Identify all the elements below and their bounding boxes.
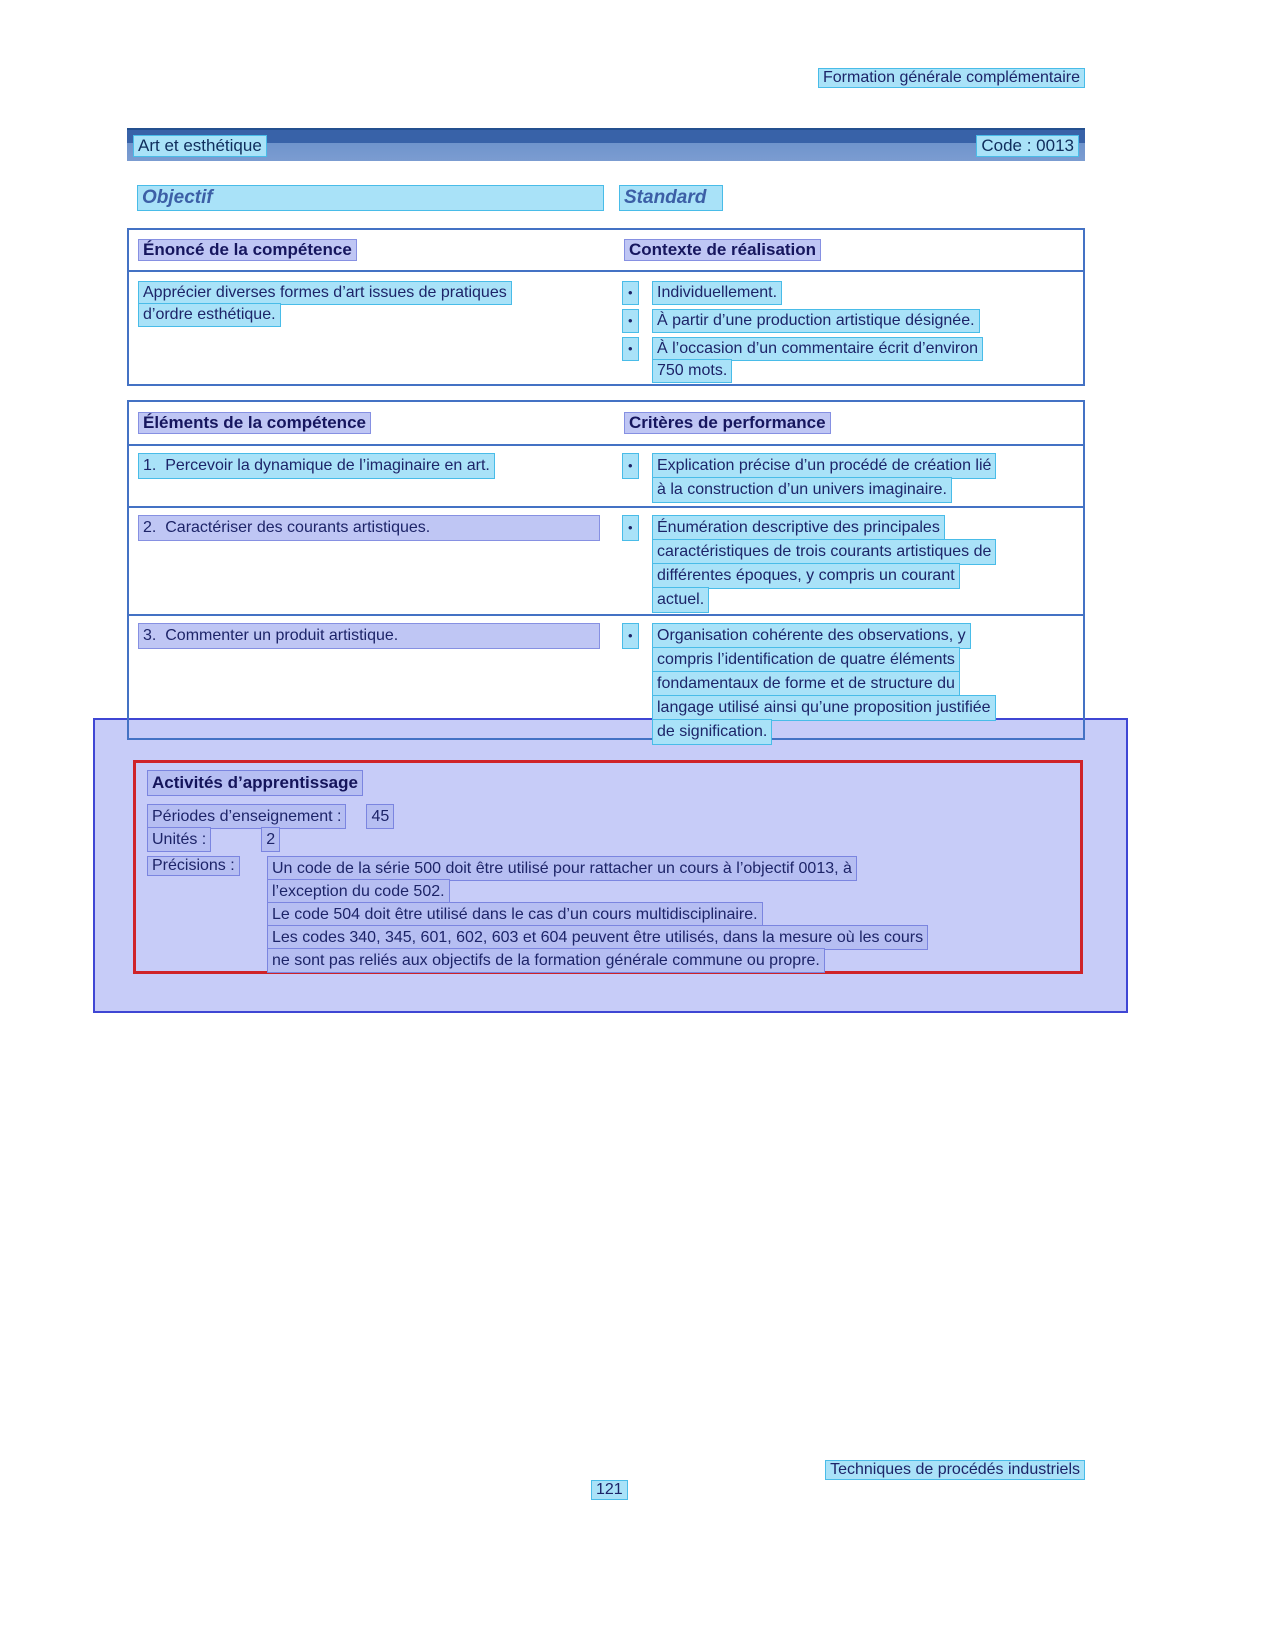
- contexte-line: Individuellement.: [653, 282, 781, 304]
- precisions-line: ne sont pas reliés aux objectifs de la formation générale commune ou propre.: [268, 949, 824, 972]
- running-footer: [826, 1461, 1084, 1479]
- competence-header-right: Contexte de réalisation: [625, 240, 820, 260]
- element-row: [129, 446, 1083, 506]
- criteria-line: Organisation cohérente des observations, y: [653, 624, 970, 648]
- objectif-heading: Objectif: [138, 186, 603, 210]
- title-bar: [127, 128, 1085, 161]
- elements-header-right-cell: [615, 413, 1083, 433]
- periodes-label: Périodes d’enseignement :: [148, 805, 345, 828]
- contexte-line: 750 mots.: [653, 360, 731, 382]
- criteria-cell: [615, 454, 1083, 508]
- section-headers-row: [138, 186, 722, 212]
- contexte-line: À partir d’une production artistique désignée.: [653, 310, 979, 332]
- running-header: [819, 69, 1084, 87]
- enonce-line: d’ordre esthétique.: [139, 304, 280, 326]
- criteria-line: à la construction d’un univers imaginaire.: [653, 478, 951, 502]
- bullet-icon: [623, 516, 653, 540]
- bullet-glyph: •: [623, 338, 638, 360]
- elements-header-right: Critères de performance: [625, 413, 830, 433]
- criteria-line: Explication précise d’un procédé de création lié: [653, 454, 995, 478]
- unites-row: [148, 828, 1080, 851]
- competence-table: [127, 228, 1085, 386]
- criteria-line: fondamentaux de forme et de structure du: [653, 672, 959, 696]
- criteria-line: compris l’identification de quatre éléments: [653, 648, 959, 672]
- bullet-glyph: •: [623, 454, 638, 478]
- criteria-item: [623, 454, 1083, 502]
- competence-table-header: [129, 230, 1083, 272]
- bullet-glyph: •: [623, 516, 638, 540]
- competence-header-right-cell: [615, 240, 1083, 260]
- elements-table: [127, 400, 1085, 740]
- criteria-line: langage utilisé ainsi qu’une proposition justifiée: [653, 696, 995, 720]
- criteria-cell: [615, 516, 1083, 618]
- periodes-value: 45: [367, 805, 393, 828]
- standard-heading: Standard: [620, 186, 722, 210]
- competence-header-left: Énoncé de la compétence: [139, 240, 356, 260]
- elements-header-left-cell: [129, 413, 615, 433]
- criteria-line: caractéristiques de trois courants artistiques de: [653, 540, 995, 564]
- course-title: Art et esthétique: [134, 136, 266, 156]
- contexte-item: [623, 338, 1083, 382]
- element-row: [129, 614, 1083, 740]
- criteria-item: [623, 516, 1083, 612]
- enonce-line: Apprécier diverses formes d’art issues de pratiques: [139, 282, 511, 304]
- competence-header-left-cell: [129, 240, 615, 260]
- precisions-line: Un code de la série 500 doit être utilisé pour rattacher un cours à l’objectif 0013, à: [268, 857, 856, 880]
- criteria-line: Énumération descriptive des principales: [653, 516, 944, 540]
- activities-title-row: [148, 771, 1080, 795]
- competence-table-body: [129, 272, 1083, 388]
- contexte-cell: [615, 282, 1083, 388]
- element-label-cell: [129, 454, 615, 508]
- page-number-text: 121: [592, 1481, 627, 1499]
- course-code: Code : 0013: [977, 136, 1078, 156]
- bullet-icon: [623, 454, 653, 478]
- criteria-cell: [615, 624, 1083, 750]
- unites-value: 2: [262, 828, 279, 851]
- bullet-icon: [623, 282, 653, 304]
- precisions-body: [268, 857, 927, 972]
- precisions-row: [148, 857, 1080, 972]
- bullet-icon: [623, 338, 653, 360]
- unites-label: Unités :: [148, 828, 210, 851]
- criteria-line: différentes époques, y compris un courant: [653, 564, 959, 588]
- running-footer-text: Techniques de procédés industriels: [826, 1461, 1084, 1479]
- criteria-line: de signification.: [653, 720, 771, 744]
- contexte-line: À l’occasion d’un commentaire écrit d’environ: [653, 338, 982, 360]
- precisions-line: Le code 504 doit être utilisé dans le cas d’un cours multidisciplinaire.: [268, 903, 762, 926]
- bullet-glyph: •: [623, 310, 638, 332]
- contexte-item: [623, 282, 1083, 304]
- element-label-cell: [129, 624, 615, 750]
- elements-table-header: [129, 402, 1083, 446]
- element-label-cell: [129, 516, 615, 618]
- activities-title: Activités d’apprentissage: [148, 771, 362, 795]
- contexte-item: [623, 310, 1083, 332]
- criteria-item: [623, 624, 1083, 744]
- running-header-text: Formation générale complémentaire: [819, 69, 1084, 87]
- bullet-glyph: •: [623, 624, 638, 648]
- element-row: [129, 506, 1083, 614]
- bullet-icon: [623, 310, 653, 332]
- page-number: [592, 1481, 627, 1499]
- bullet-glyph: •: [623, 282, 638, 304]
- criteria-line: actuel.: [653, 588, 708, 612]
- enonce-cell: [129, 282, 615, 388]
- element-label: 2. Caractériser des courants artistiques.: [139, 516, 599, 540]
- bullet-icon: [623, 624, 653, 648]
- precisions-line: Les codes 340, 345, 601, 602, 603 et 604 peuvent être utilisés, dans la mesure où les cours: [268, 926, 927, 949]
- periodes-row: [148, 805, 1080, 828]
- precisions-label: Précisions :: [148, 857, 239, 875]
- activities-box: [133, 760, 1083, 974]
- element-label: 3. Commenter un produit artistique.: [139, 624, 599, 648]
- element-label: 1. Percevoir la dynamique de l’imaginaire en art.: [139, 454, 494, 478]
- precisions-label-cell: [148, 857, 268, 972]
- precisions-line: l’exception du code 502.: [268, 880, 449, 903]
- elements-header-left: Éléments de la compétence: [139, 413, 370, 433]
